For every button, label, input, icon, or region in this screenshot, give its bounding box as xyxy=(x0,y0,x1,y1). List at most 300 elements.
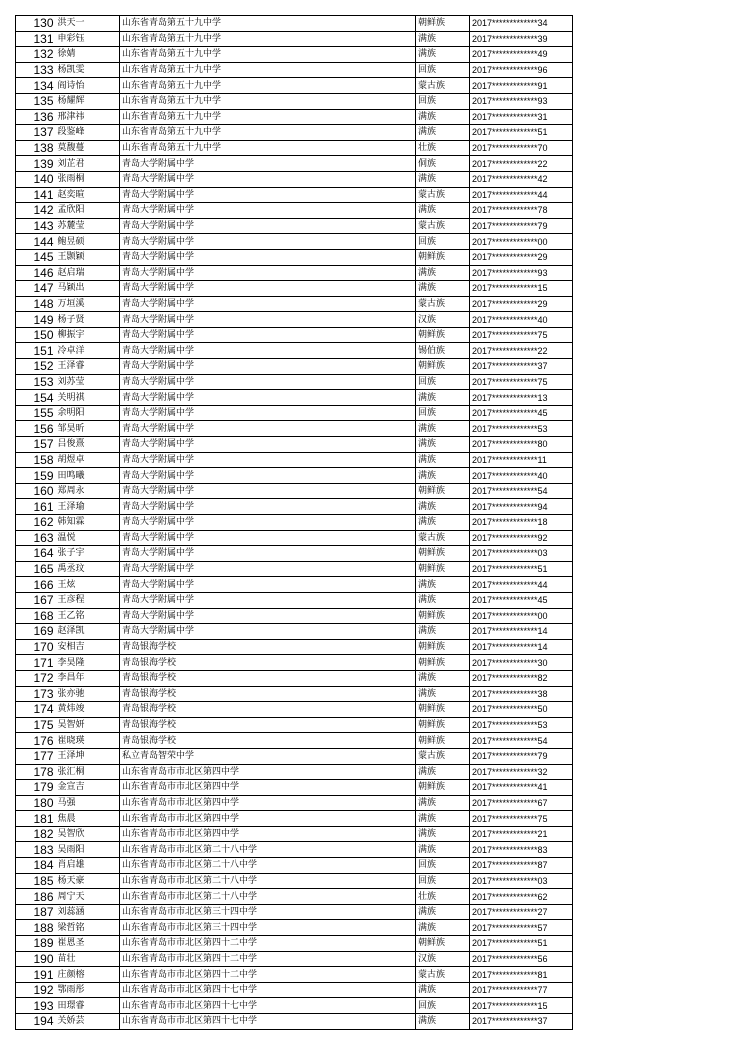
school-name-cell: 青岛大学附属中学 xyxy=(120,281,416,297)
ethnicity-cell: 满族 xyxy=(416,795,470,811)
row-number-cell: 147 xyxy=(16,281,56,297)
school-name-cell: 青岛大学附属中学 xyxy=(120,265,416,281)
student-id-cell: 2017*************29 xyxy=(470,296,573,312)
student-id-cell: 2017*************49 xyxy=(470,47,573,63)
row-number-cell: 141 xyxy=(16,187,56,203)
school-name-cell: 青岛大学附属中学 xyxy=(120,592,416,608)
table-row xyxy=(16,982,573,998)
table-row xyxy=(16,452,573,468)
student-name-cell: 王颢颖 xyxy=(56,249,120,265)
student-name-cell: 王泽坤 xyxy=(56,748,120,764)
school-name-cell: 青岛大学附属中学 xyxy=(120,234,416,250)
student-id-cell: 2017*************45 xyxy=(470,592,573,608)
student-id-cell: 2017*************93 xyxy=(470,93,573,109)
school-name-cell: 青岛大学附属中学 xyxy=(120,156,416,172)
row-number-cell: 184 xyxy=(16,858,56,874)
row-number-cell: 154 xyxy=(16,390,56,406)
table-row xyxy=(16,312,573,328)
student-id-cell: 2017*************32 xyxy=(470,764,573,780)
school-name-cell: 山东省青岛市市北区第四十七中学 xyxy=(120,998,416,1014)
ethnicity-cell: 满族 xyxy=(416,281,470,297)
table-row xyxy=(16,343,573,359)
school-name-cell: 青岛银海学校 xyxy=(120,733,416,749)
row-number-cell: 192 xyxy=(16,982,56,998)
school-name-cell: 青岛大学附属中学 xyxy=(120,171,416,187)
student-name-cell: 田鸣曦 xyxy=(56,468,120,484)
student-name-cell: 王泽睿 xyxy=(56,359,120,375)
table-row xyxy=(16,234,573,250)
table-row xyxy=(16,577,573,593)
student-id-cell: 2017*************91 xyxy=(470,78,573,94)
table-row xyxy=(16,686,573,702)
table-row xyxy=(16,811,573,827)
student-name-cell: 韩知霖 xyxy=(56,515,120,531)
row-number-cell: 159 xyxy=(16,468,56,484)
table-row xyxy=(16,530,573,546)
table-row xyxy=(16,951,573,967)
student-id-cell: 2017*************29 xyxy=(470,249,573,265)
student-name-cell: 郑周永 xyxy=(56,483,120,499)
row-number-cell: 171 xyxy=(16,655,56,671)
student-name-cell: 吴智妍 xyxy=(56,717,120,733)
table-row xyxy=(16,967,573,983)
table-row xyxy=(16,624,573,640)
row-number-cell: 145 xyxy=(16,249,56,265)
student-id-cell: 2017*************45 xyxy=(470,405,573,421)
table-row xyxy=(16,187,573,203)
ethnicity-cell: 朝鲜族 xyxy=(416,359,470,375)
row-number-cell: 165 xyxy=(16,561,56,577)
row-number-cell: 168 xyxy=(16,608,56,624)
table-row xyxy=(16,515,573,531)
student-id-cell: 2017*************44 xyxy=(470,577,573,593)
ethnicity-cell: 满族 xyxy=(416,421,470,437)
row-number-cell: 166 xyxy=(16,577,56,593)
ethnicity-cell: 满族 xyxy=(416,468,470,484)
student-name-cell: 刘芷君 xyxy=(56,156,120,172)
student-name-cell: 马强 xyxy=(56,795,120,811)
student-id-cell: 2017*************50 xyxy=(470,702,573,718)
table-row xyxy=(16,795,573,811)
student-id-cell: 2017*************34 xyxy=(470,16,573,32)
school-name-cell: 青岛大学附属中学 xyxy=(120,499,416,515)
row-number-cell: 146 xyxy=(16,265,56,281)
student-id-cell: 2017*************96 xyxy=(470,62,573,78)
ethnicity-cell: 侗族 xyxy=(416,156,470,172)
ethnicity-cell: 回族 xyxy=(416,873,470,889)
student-id-cell: 2017*************78 xyxy=(470,203,573,219)
ethnicity-cell: 蒙古族 xyxy=(416,78,470,94)
table-row xyxy=(16,249,573,265)
row-number-cell: 135 xyxy=(16,93,56,109)
student-id-cell: 2017*************44 xyxy=(470,187,573,203)
row-number-cell: 189 xyxy=(16,936,56,952)
ethnicity-cell: 朝鲜族 xyxy=(416,249,470,265)
ethnicity-cell: 满族 xyxy=(416,390,470,406)
row-number-cell: 149 xyxy=(16,312,56,328)
student-id-cell: 2017*************54 xyxy=(470,733,573,749)
ethnicity-cell: 壮族 xyxy=(416,889,470,905)
student-id-cell: 2017*************22 xyxy=(470,156,573,172)
ethnicity-cell: 回族 xyxy=(416,234,470,250)
ethnicity-cell: 满族 xyxy=(416,203,470,219)
row-number-cell: 142 xyxy=(16,203,56,219)
student-id-cell: 2017*************39 xyxy=(470,31,573,47)
school-name-cell: 青岛大学附属中学 xyxy=(120,312,416,328)
student-name-cell: 鄂雨彤 xyxy=(56,982,120,998)
school-name-cell: 山东省青岛市市北区第四十七中学 xyxy=(120,1014,416,1030)
row-number-cell: 188 xyxy=(16,920,56,936)
row-number-cell: 179 xyxy=(16,780,56,796)
student-name-cell: 段鉴峰 xyxy=(56,125,120,141)
row-number-cell: 185 xyxy=(16,873,56,889)
student-id-cell: 2017*************80 xyxy=(470,437,573,453)
table-row xyxy=(16,904,573,920)
student-name-cell: 吴雨阳 xyxy=(56,842,120,858)
student-name-cell: 吴智欣 xyxy=(56,826,120,842)
school-name-cell: 山东省青岛第五十九中学 xyxy=(120,78,416,94)
ethnicity-cell: 满族 xyxy=(416,265,470,281)
row-number-cell: 155 xyxy=(16,405,56,421)
student-name-cell: 李昌年 xyxy=(56,670,120,686)
student-id-cell: 2017*************38 xyxy=(470,686,573,702)
table-row xyxy=(16,748,573,764)
student-id-cell: 2017*************82 xyxy=(470,670,573,686)
row-number-cell: 131 xyxy=(16,31,56,47)
student-name-cell: 王炫 xyxy=(56,577,120,593)
student-id-cell: 2017*************37 xyxy=(470,359,573,375)
row-number-cell: 156 xyxy=(16,421,56,437)
school-name-cell: 青岛大学附属中学 xyxy=(120,608,416,624)
school-name-cell: 山东省青岛第五十九中学 xyxy=(120,62,416,78)
ethnicity-cell: 朝鲜族 xyxy=(416,702,470,718)
ethnicity-cell: 蒙古族 xyxy=(416,296,470,312)
row-number-cell: 181 xyxy=(16,811,56,827)
row-number-cell: 183 xyxy=(16,842,56,858)
school-name-cell: 山东省青岛市市北区第四中学 xyxy=(120,795,416,811)
ethnicity-cell: 满族 xyxy=(416,686,470,702)
student-name-cell: 张雨桐 xyxy=(56,171,120,187)
student-id-cell: 2017*************75 xyxy=(470,374,573,390)
row-number-cell: 143 xyxy=(16,218,56,234)
table-row xyxy=(16,62,573,78)
row-number-cell: 160 xyxy=(16,483,56,499)
student-name-cell: 邢津祎 xyxy=(56,109,120,125)
student-id-cell: 2017*************00 xyxy=(470,234,573,250)
ethnicity-cell: 满族 xyxy=(416,1014,470,1030)
row-number-cell: 170 xyxy=(16,639,56,655)
student-name-cell: 肖启雄 xyxy=(56,858,120,874)
ethnicity-cell: 满族 xyxy=(416,842,470,858)
school-name-cell: 私立青岛智荣中学 xyxy=(120,748,416,764)
ethnicity-cell: 朝鲜族 xyxy=(416,936,470,952)
school-name-cell: 山东省青岛市市北区第二十八中学 xyxy=(120,842,416,858)
table-row xyxy=(16,265,573,281)
ethnicity-cell: 朝鲜族 xyxy=(416,16,470,32)
school-name-cell: 青岛大学附属中学 xyxy=(120,405,416,421)
school-name-cell: 青岛大学附属中学 xyxy=(120,374,416,390)
student-name-cell: 赵奕暄 xyxy=(56,187,120,203)
ethnicity-cell: 朝鲜族 xyxy=(416,546,470,562)
student-id-cell: 2017*************11 xyxy=(470,452,573,468)
ethnicity-cell: 锡伯族 xyxy=(416,343,470,359)
school-name-cell: 青岛大学附属中学 xyxy=(120,624,416,640)
ethnicity-cell: 回族 xyxy=(416,62,470,78)
table-row xyxy=(16,764,573,780)
ethnicity-cell: 回族 xyxy=(416,858,470,874)
student-id-cell: 2017*************75 xyxy=(470,811,573,827)
school-name-cell: 山东省青岛第五十九中学 xyxy=(120,109,416,125)
ethnicity-cell: 满族 xyxy=(416,47,470,63)
student-name-cell: 张亦驰 xyxy=(56,686,120,702)
student-name-cell: 洪天一 xyxy=(56,16,120,32)
row-number-cell: 180 xyxy=(16,795,56,811)
ethnicity-cell: 蒙古族 xyxy=(416,748,470,764)
row-number-cell: 139 xyxy=(16,156,56,172)
row-number-cell: 190 xyxy=(16,951,56,967)
student-name-cell: 张子宇 xyxy=(56,546,120,562)
student-id-cell: 2017*************79 xyxy=(470,748,573,764)
table-row xyxy=(16,374,573,390)
student-name-cell: 刘蕊涵 xyxy=(56,904,120,920)
row-number-cell: 163 xyxy=(16,530,56,546)
student-id-cell: 2017*************62 xyxy=(470,889,573,905)
table-row xyxy=(16,296,573,312)
table-row xyxy=(16,483,573,499)
table-row xyxy=(16,390,573,406)
student-id-cell: 2017*************21 xyxy=(470,826,573,842)
school-name-cell: 青岛银海学校 xyxy=(120,717,416,733)
student-name-cell: 梁哲铭 xyxy=(56,920,120,936)
school-name-cell: 青岛大学附属中学 xyxy=(120,561,416,577)
row-number-cell: 178 xyxy=(16,764,56,780)
student-name-cell: 杨耀辉 xyxy=(56,93,120,109)
student-id-cell: 2017*************53 xyxy=(470,717,573,733)
student-id-cell: 2017*************81 xyxy=(470,967,573,983)
student-id-cell: 2017*************18 xyxy=(470,515,573,531)
ethnicity-cell: 满族 xyxy=(416,624,470,640)
row-number-cell: 173 xyxy=(16,686,56,702)
ethnicity-cell: 满族 xyxy=(416,764,470,780)
student-id-cell: 2017*************00 xyxy=(470,608,573,624)
ethnicity-cell: 朝鲜族 xyxy=(416,327,470,343)
student-id-cell: 2017*************42 xyxy=(470,171,573,187)
row-number-cell: 194 xyxy=(16,1014,56,1030)
student-id-cell: 2017*************87 xyxy=(470,858,573,874)
student-name-cell: 胡煜卓 xyxy=(56,452,120,468)
table-row xyxy=(16,920,573,936)
student-id-cell: 2017*************03 xyxy=(470,873,573,889)
ethnicity-cell: 满族 xyxy=(416,515,470,531)
ethnicity-cell: 满族 xyxy=(416,452,470,468)
table-row xyxy=(16,31,573,47)
school-name-cell: 山东省青岛第五十九中学 xyxy=(120,31,416,47)
row-number-cell: 134 xyxy=(16,78,56,94)
table-row xyxy=(16,421,573,437)
student-name-cell: 焦晨 xyxy=(56,811,120,827)
school-name-cell: 青岛大学附属中学 xyxy=(120,437,416,453)
student-id-cell: 2017*************14 xyxy=(470,624,573,640)
row-number-cell: 136 xyxy=(16,109,56,125)
school-name-cell: 青岛大学附属中学 xyxy=(120,343,416,359)
student-name-cell: 刘苏莹 xyxy=(56,374,120,390)
school-name-cell: 山东省青岛市市北区第三十四中学 xyxy=(120,904,416,920)
student-name-cell: 关娇芸 xyxy=(56,1014,120,1030)
ethnicity-cell: 壮族 xyxy=(416,140,470,156)
row-number-cell: 130 xyxy=(16,16,56,32)
student-name-cell: 万垣溪 xyxy=(56,296,120,312)
table-row xyxy=(16,873,573,889)
row-number-cell: 186 xyxy=(16,889,56,905)
ethnicity-cell: 满族 xyxy=(416,670,470,686)
school-name-cell: 山东省青岛市市北区第四中学 xyxy=(120,780,416,796)
ethnicity-cell: 回族 xyxy=(416,998,470,1014)
school-name-cell: 青岛大学附属中学 xyxy=(120,546,416,562)
student-name-cell: 黄炜竣 xyxy=(56,702,120,718)
student-id-cell: 2017*************40 xyxy=(470,312,573,328)
table-row xyxy=(16,733,573,749)
student-id-cell: 2017*************92 xyxy=(470,530,573,546)
row-number-cell: 175 xyxy=(16,717,56,733)
table-row xyxy=(16,156,573,172)
row-number-cell: 140 xyxy=(16,171,56,187)
ethnicity-cell: 朝鲜族 xyxy=(416,717,470,733)
student-id-cell: 2017*************67 xyxy=(470,795,573,811)
row-number-cell: 161 xyxy=(16,499,56,515)
table-row xyxy=(16,592,573,608)
student-name-cell: 庄颜榕 xyxy=(56,967,120,983)
student-id-cell: 2017*************22 xyxy=(470,343,573,359)
student-id-cell: 2017*************15 xyxy=(470,998,573,1014)
ethnicity-cell: 蒙古族 xyxy=(416,187,470,203)
student-name-cell: 莫馥蔓 xyxy=(56,140,120,156)
school-name-cell: 山东省青岛市市北区第四中学 xyxy=(120,826,416,842)
school-name-cell: 山东省青岛第五十九中学 xyxy=(120,47,416,63)
student-id-cell: 2017*************51 xyxy=(470,561,573,577)
row-number-cell: 167 xyxy=(16,592,56,608)
school-name-cell: 青岛大学附属中学 xyxy=(120,452,416,468)
student-id-cell: 2017*************13 xyxy=(470,390,573,406)
student-id-cell: 2017*************41 xyxy=(470,780,573,796)
row-number-cell: 152 xyxy=(16,359,56,375)
table-row xyxy=(16,889,573,905)
student-id-cell: 2017*************37 xyxy=(470,1014,573,1030)
table-row xyxy=(16,639,573,655)
table-row xyxy=(16,546,573,562)
student-name-cell: 徐婧 xyxy=(56,47,120,63)
row-number-cell: 151 xyxy=(16,343,56,359)
table-row xyxy=(16,218,573,234)
ethnicity-cell: 蒙古族 xyxy=(416,218,470,234)
student-id-cell: 2017*************94 xyxy=(470,499,573,515)
ethnicity-cell: 朝鲜族 xyxy=(416,608,470,624)
student-id-cell: 2017*************15 xyxy=(470,281,573,297)
row-number-cell: 150 xyxy=(16,327,56,343)
row-number-cell: 148 xyxy=(16,296,56,312)
school-name-cell: 青岛大学附属中学 xyxy=(120,468,416,484)
ethnicity-cell: 满族 xyxy=(416,592,470,608)
table-row xyxy=(16,468,573,484)
table-row xyxy=(16,499,573,515)
student-id-cell: 2017*************51 xyxy=(470,125,573,141)
school-name-cell: 青岛大学附属中学 xyxy=(120,530,416,546)
table-row xyxy=(16,109,573,125)
ethnicity-cell: 汉族 xyxy=(416,951,470,967)
school-name-cell: 青岛大学附属中学 xyxy=(120,327,416,343)
student-id-cell: 2017*************40 xyxy=(470,468,573,484)
table-row xyxy=(16,561,573,577)
student-id-cell: 2017*************70 xyxy=(470,140,573,156)
student-name-cell: 苗壮 xyxy=(56,951,120,967)
student-name-cell: 赵泽凯 xyxy=(56,624,120,640)
table-row xyxy=(16,140,573,156)
school-name-cell: 青岛银海学校 xyxy=(120,702,416,718)
table-row xyxy=(16,1014,573,1030)
row-number-cell: 157 xyxy=(16,437,56,453)
school-name-cell: 山东省青岛市市北区第四十二中学 xyxy=(120,967,416,983)
student-name-cell: 杨天豪 xyxy=(56,873,120,889)
ethnicity-cell: 朝鲜族 xyxy=(416,655,470,671)
student-name-cell: 申彩钰 xyxy=(56,31,120,47)
student-id-cell: 2017*************51 xyxy=(470,936,573,952)
row-number-cell: 187 xyxy=(16,904,56,920)
row-number-cell: 172 xyxy=(16,670,56,686)
table-row xyxy=(16,203,573,219)
ethnicity-cell: 满族 xyxy=(416,811,470,827)
ethnicity-cell: 满族 xyxy=(416,31,470,47)
table-row xyxy=(16,608,573,624)
student-name-cell: 马颖出 xyxy=(56,281,120,297)
school-name-cell: 山东省青岛第五十九中学 xyxy=(120,125,416,141)
row-number-cell: 182 xyxy=(16,826,56,842)
row-number-cell: 132 xyxy=(16,47,56,63)
row-number-cell: 162 xyxy=(16,515,56,531)
student-id-cell: 2017*************83 xyxy=(470,842,573,858)
school-name-cell: 青岛银海学校 xyxy=(120,686,416,702)
ethnicity-cell: 朝鲜族 xyxy=(416,483,470,499)
ethnicity-cell: 朝鲜族 xyxy=(416,561,470,577)
school-name-cell: 青岛大学附属中学 xyxy=(120,421,416,437)
ethnicity-cell: 满族 xyxy=(416,125,470,141)
student-name-cell: 王彦程 xyxy=(56,592,120,608)
ethnicity-cell: 回族 xyxy=(416,405,470,421)
school-name-cell: 青岛银海学校 xyxy=(120,639,416,655)
school-name-cell: 青岛银海学校 xyxy=(120,670,416,686)
row-number-cell: 133 xyxy=(16,62,56,78)
student-name-cell: 禹丞玟 xyxy=(56,561,120,577)
student-name-cell: 阎诗怡 xyxy=(56,78,120,94)
row-number-cell: 177 xyxy=(16,748,56,764)
school-name-cell: 青岛大学附属中学 xyxy=(120,249,416,265)
school-name-cell: 青岛大学附属中学 xyxy=(120,203,416,219)
table-row xyxy=(16,936,573,952)
student-name-cell: 柳振宇 xyxy=(56,327,120,343)
row-number-cell: 137 xyxy=(16,125,56,141)
student-name-cell: 安相吉 xyxy=(56,639,120,655)
student-id-cell: 2017*************77 xyxy=(470,982,573,998)
ethnicity-cell: 蒙古族 xyxy=(416,967,470,983)
student-name-cell: 吕俊熹 xyxy=(56,437,120,453)
ethnicity-cell: 满族 xyxy=(416,982,470,998)
ethnicity-cell: 蒙古族 xyxy=(416,530,470,546)
student-name-cell: 张汇桐 xyxy=(56,764,120,780)
school-name-cell: 山东省青岛市市北区第四十七中学 xyxy=(120,982,416,998)
school-name-cell: 山东省青岛第五十九中学 xyxy=(120,140,416,156)
school-name-cell: 山东省青岛市市北区第四中学 xyxy=(120,811,416,827)
ethnicity-cell: 满族 xyxy=(416,171,470,187)
table-row xyxy=(16,437,573,453)
student-id-cell: 2017*************03 xyxy=(470,546,573,562)
